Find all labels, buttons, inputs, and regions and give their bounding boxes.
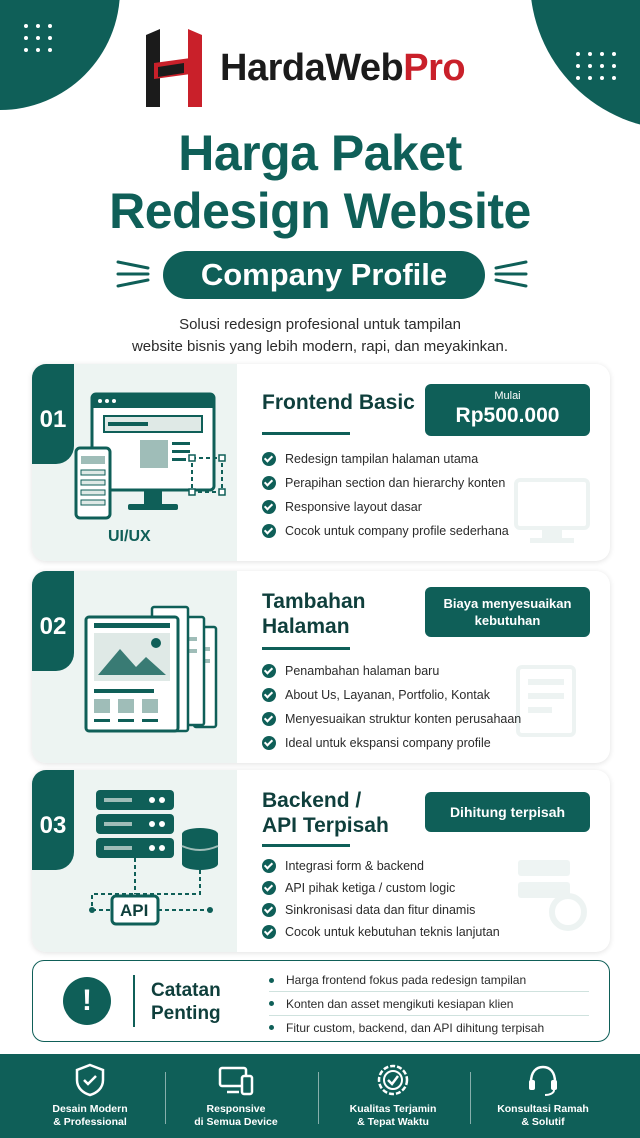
illustration-label: API (120, 901, 149, 920)
check-icon (262, 524, 276, 538)
check-icon (262, 688, 276, 702)
rays-right-icon (490, 258, 530, 290)
list-item: About Us, Layanan, Portfolio, Kontak (262, 687, 521, 711)
footer-feature-design: Desain Modern & Professional (14, 1054, 166, 1138)
dot-pattern (24, 24, 52, 52)
title-pill: Company Profile (163, 251, 485, 299)
important-note (32, 960, 610, 1042)
check-icon (262, 664, 276, 678)
price-badge: Mulai Rp500.000 (425, 384, 590, 436)
list-item: Perapihan section dan hierarchy konten (262, 475, 509, 499)
title-underline (262, 432, 350, 435)
badge-check-icon (375, 1062, 411, 1098)
package-card-frontend (32, 364, 610, 561)
list-item: Harga frontend fokus pada redesign tampilan (269, 969, 589, 991)
feature-footer (0, 1054, 640, 1138)
brand-name: HardaWebPro (220, 46, 466, 89)
title-underline (262, 647, 350, 650)
check-icon (262, 903, 276, 917)
price-badge: Biaya menyesuaikan kebutuhan (425, 587, 590, 637)
list-item: API pihak ketiga / custom logic (262, 880, 500, 902)
feature-list (262, 858, 500, 946)
check-icon (262, 736, 276, 750)
check-icon (262, 859, 276, 873)
list-item: Fitur custom, backend, dan API dihitung terpisah (269, 1015, 589, 1039)
footer-feature-responsive: Responsive di Semua Device (160, 1054, 312, 1138)
package-number: 03 (32, 770, 74, 870)
check-icon (262, 712, 276, 726)
package-number: 01 (32, 364, 74, 464)
stacked-pages-icon (84, 587, 234, 747)
server-api-icon (82, 784, 232, 944)
illustration-label: UI/UX (108, 528, 151, 545)
price-badge: Dihitung terpisah (425, 792, 590, 832)
list-item: Cocok untuk company profile sederhana (262, 523, 509, 547)
feature-list (262, 663, 521, 759)
divider (133, 975, 135, 1027)
page-title: Harga Paket Redesign Website (109, 125, 531, 239)
feature-list (262, 451, 509, 547)
list-item: Cocok untuk kebutuhan teknis lanjutan (262, 924, 500, 946)
subtitle: Solusi redesign profesional untuk tampilan website bisnis yang lebih modern, rapi, dan meyakinkan. (131, 316, 509, 355)
list-item: Menyesuaikan struktur konten perusahaan (262, 711, 521, 735)
watermark-pages-icon (512, 661, 592, 741)
check-icon (262, 925, 276, 939)
list-item: Ideal untuk ekspansi company profile (262, 735, 521, 759)
bullet-icon (269, 1025, 274, 1030)
headset-icon (525, 1062, 561, 1098)
check-icon (262, 452, 276, 466)
watermark-monitor-icon (512, 476, 592, 546)
footer-feature-consultation: Konsultasi Ramah & Solutif (467, 1054, 619, 1138)
desktop-mobile-ui-icon (74, 384, 234, 554)
exclamation-icon: ! (63, 977, 111, 1025)
package-title: Backend / API Terpisah (262, 789, 389, 837)
note-list (269, 969, 589, 1039)
logo-mark-icon (144, 27, 206, 109)
package-title: Frontend Basic (262, 391, 415, 414)
list-item: Sinkronisasi data dan fitur dinamis (262, 902, 500, 924)
devices-icon (218, 1062, 254, 1098)
list-item: Integrasi form & backend (262, 858, 500, 880)
dot-pattern (576, 52, 616, 80)
watermark-gear-icon (512, 854, 592, 934)
title-underline (262, 844, 350, 847)
list-item: Konten dan asset mengikuti kesiapan klien (269, 991, 589, 1015)
shield-check-icon (72, 1062, 108, 1098)
check-icon (262, 476, 276, 490)
check-icon (262, 500, 276, 514)
note-title: Catatan Penting (151, 980, 221, 1024)
list-item: Penambahan halaman baru (262, 663, 521, 687)
bullet-icon (269, 978, 274, 983)
package-card-additional-pages (32, 571, 610, 763)
package-card-backend (32, 770, 610, 952)
package-number: 02 (32, 571, 74, 671)
list-item: Responsive layout dasar (262, 499, 509, 523)
rays-left-icon (114, 258, 154, 290)
package-title: Tambahan Halaman (262, 590, 366, 638)
bullet-icon (269, 1001, 274, 1006)
footer-feature-quality: Kualitas Terjamin & Tepat Waktu (317, 1054, 469, 1138)
check-icon (262, 881, 276, 895)
brand-logo (144, 26, 465, 110)
list-item: Redesign tampilan halaman utama (262, 451, 509, 475)
corner-decoration-top-left (0, 0, 120, 110)
